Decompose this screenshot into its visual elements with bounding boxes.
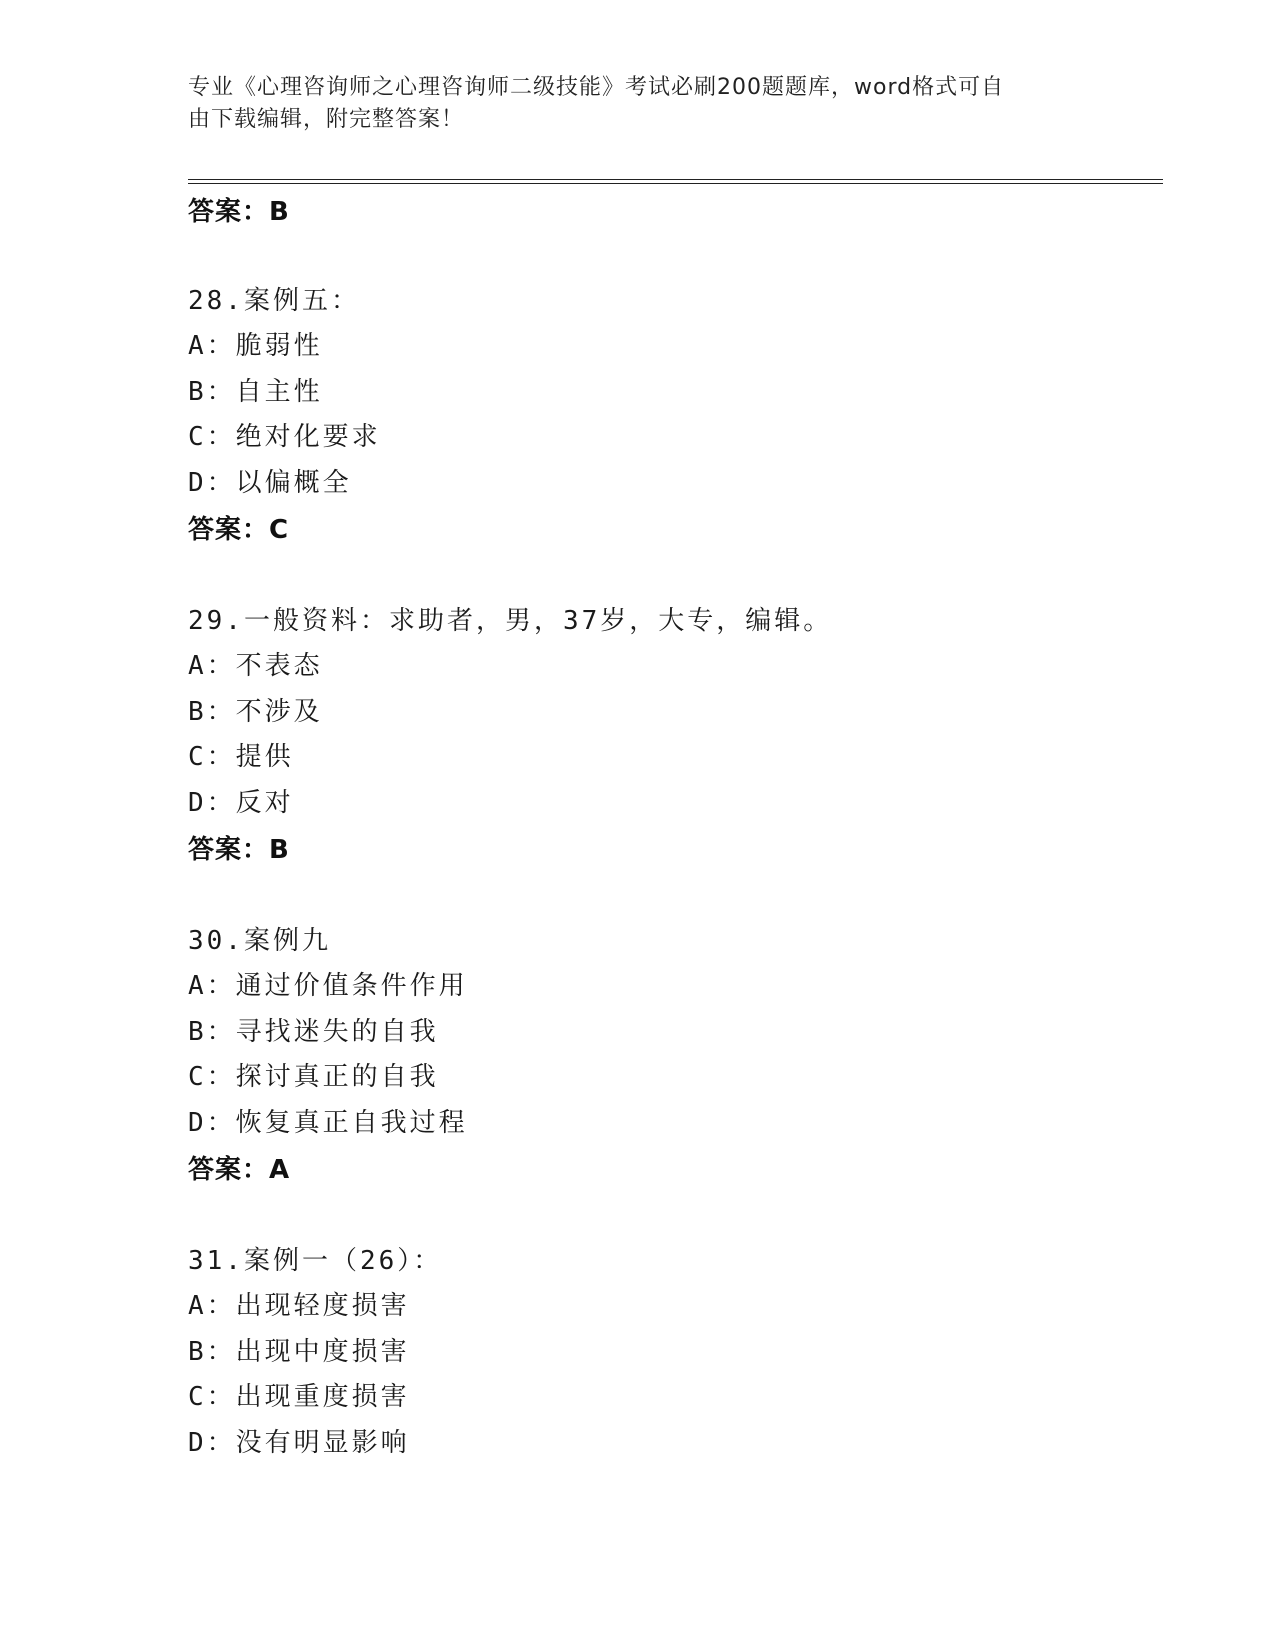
option-b: B：寻找迷失的自我: [188, 1016, 439, 1047]
spacer: [188, 1194, 1148, 1238]
question-title: 31.案例一（26）：: [188, 1246, 443, 1276]
answer-line: 答案：C: [188, 515, 290, 545]
option-d: D：恢复真正自我过程: [188, 1107, 468, 1138]
document-header: [188, 72, 1068, 136]
header-divider-bottom: [188, 183, 1163, 184]
question-title: 28.案例五：: [188, 286, 360, 316]
option-c: C：绝对化要求: [188, 422, 381, 452]
answer-line: 答案：B: [188, 835, 290, 865]
option-d: D：没有明显影响: [188, 1427, 410, 1458]
option-c: C：探讨真正的自我: [188, 1062, 439, 1092]
option-c: C：提供: [188, 742, 294, 772]
option-b: B：出现中度损害: [188, 1336, 410, 1367]
header-divider-top: [188, 179, 1163, 180]
option-b: B：自主性: [188, 376, 323, 407]
option-d: D：反对: [188, 787, 294, 818]
question-block: [188, 278, 1148, 554]
question-block: [188, 918, 1148, 1194]
spacer: [188, 874, 1148, 918]
spacer: [188, 236, 1148, 278]
answer-line: 答案：A: [188, 1155, 291, 1185]
header-line-2: 由下载编辑，附完整答案！: [188, 107, 465, 132]
question-title: 29.一般资料：求助者，男，37岁，大专，编辑。: [188, 606, 833, 636]
option-a: A：出现轻度损害: [188, 1291, 410, 1321]
option-a: A：通过价值条件作用: [188, 971, 468, 1001]
option-a: A：脆弱性: [188, 331, 323, 361]
option-b: B：不涉及: [188, 696, 323, 727]
header-line-1: 专业《心理咨询师之心理咨询师二级技能》考试必刷200题题库，word格式可自: [188, 75, 1005, 100]
option-d: D：以偏概全: [188, 467, 352, 498]
question-title: 30.案例九: [188, 926, 331, 956]
question-list: [188, 188, 1148, 1466]
question-block: [188, 598, 1148, 874]
spacer: [188, 554, 1148, 598]
answer-line: 答案：B: [188, 197, 290, 227]
question-block: [188, 1238, 1148, 1466]
option-c: C：出现重度损害: [188, 1382, 410, 1412]
option-a: A：不表态: [188, 651, 323, 681]
